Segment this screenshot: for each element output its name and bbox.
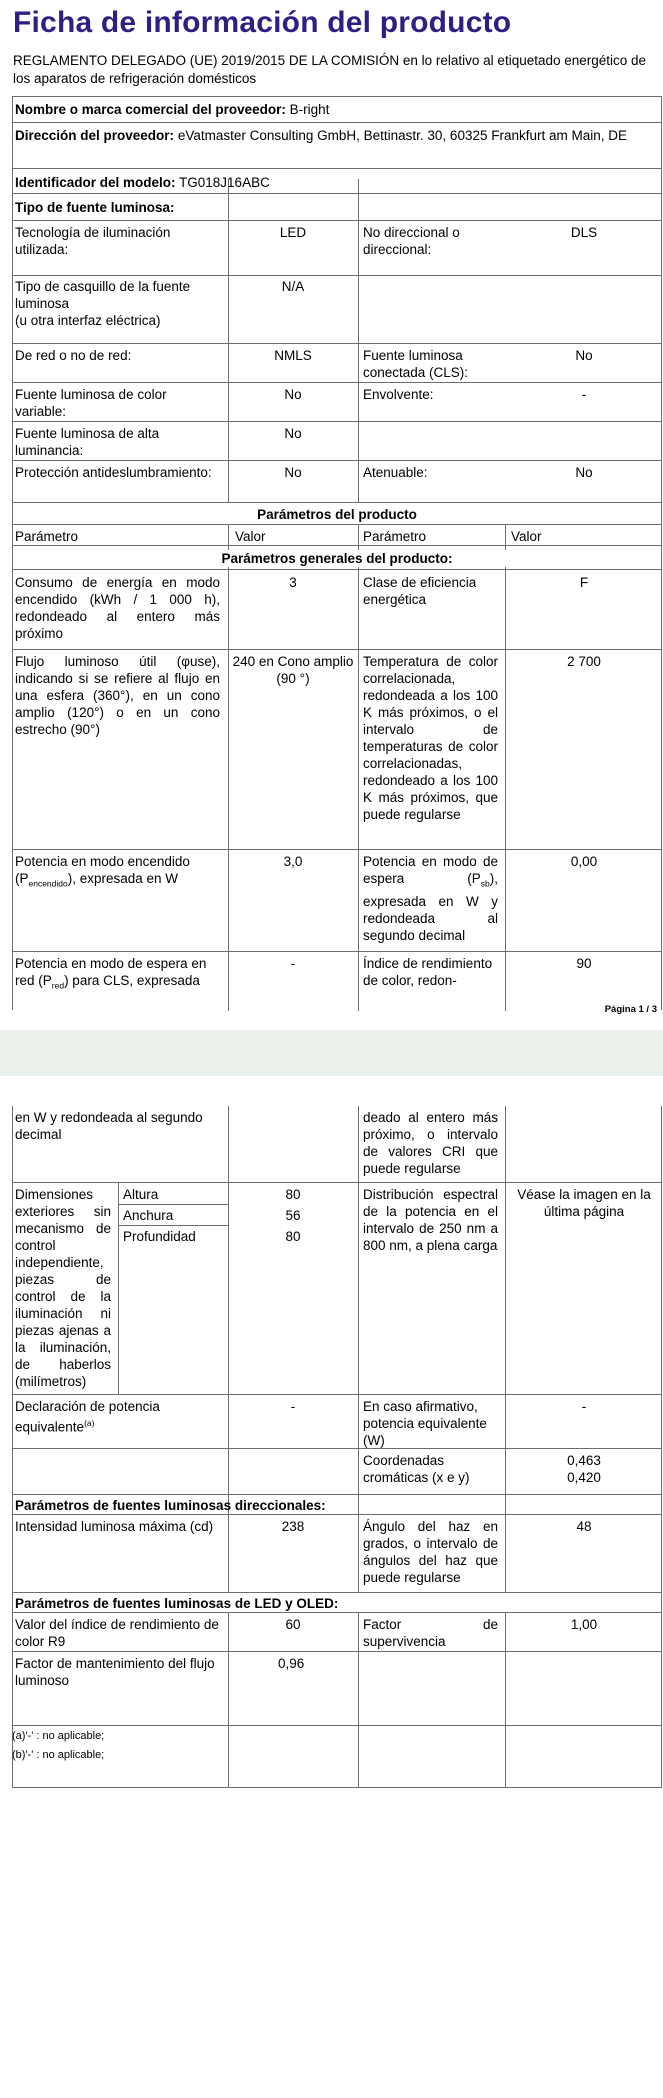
product-params-heading: Parámetros del producto	[257, 507, 417, 522]
nondir-value: DLS	[570, 225, 598, 240]
cri-label-cont: deado al entero más próximo, o intervalo de valores CRI que puede regularse	[363, 1110, 498, 1176]
network-standby-label-cont: en W y redondeada al segundo decimal	[15, 1110, 203, 1142]
energy-value: 3	[289, 575, 297, 590]
tech-value: LED	[279, 225, 307, 240]
page-separator	[0, 1030, 663, 1076]
spd-label: Distribución espectral de la potencia en el intervalo de 250 nm a 800 nm, a plena carga	[363, 1187, 498, 1253]
spd-value: Véase la imagen en la última página	[517, 1187, 651, 1219]
cls-label: Fuente luminosa conectada (CLS):	[363, 348, 469, 380]
cap-label-2: (u otra interfaz eléctrica)	[15, 313, 161, 328]
cap-value: N/A	[281, 279, 305, 294]
supplier-name-label: Nombre o marca comercial del proveedor:	[15, 102, 286, 117]
glare-label: Protección antideslumbramiento:	[15, 465, 212, 480]
cls-value: No	[575, 348, 593, 363]
footnote-b: (b)'-' : no aplicable;	[12, 1749, 105, 1761]
footnote-a: (a)'-' : no aplicable;	[12, 1730, 105, 1742]
mains-value: NMLS	[274, 348, 312, 363]
dimmable-value: No	[575, 465, 593, 480]
beam-angle-label: Ángulo del haz en grados, o intervalo de ángulos del haz que puede regularse	[363, 1519, 498, 1585]
product-info-table	[12, 96, 662, 1010]
width-label: Anchura	[123, 1208, 174, 1223]
general-params-heading: Parámetros generales del producto:	[13, 550, 661, 567]
flux-value: 240 en Cono amplio (90 °)	[232, 654, 354, 686]
chroma-y: 0,420	[567, 1470, 601, 1485]
depth-label: Profundidad	[123, 1229, 196, 1244]
width-value: 56	[285, 1208, 301, 1223]
cap-label: Tipo de casquillo de la fuente luminosa	[15, 279, 191, 311]
page-1	[0, 0, 663, 1015]
cct-value: 2 700	[567, 654, 601, 669]
equiv-power2-label: En caso afirmativo, potencia equivalente (W)	[363, 1399, 487, 1448]
peak-intensity-value: 238	[281, 1519, 305, 1534]
regulation-text: REGLAMENTO DELEGADO (UE) 2019/2015 DE LA COMISIÓN en lo relativo al etiquetado energético de los aparatos de refrigeración domésticos	[13, 53, 647, 86]
standby-value: 0,00	[570, 854, 598, 869]
class-label: Clase de eficiencia energética	[363, 575, 477, 607]
height-value: 80	[285, 1187, 301, 1202]
high-luminance-value: No	[284, 426, 302, 441]
dimmable-label: Atenuable:	[363, 465, 428, 480]
energy-label: Consumo de energía en modo encendido (kWh / 1 000 h), redondeado al entero más próximo	[15, 575, 220, 641]
depth-value: 80	[285, 1229, 301, 1244]
r9-value: 60	[285, 1617, 301, 1632]
page-2	[0, 1076, 663, 2098]
network-standby-value: -	[290, 956, 296, 971]
nondir-label: No direccional o direccional:	[363, 225, 460, 257]
high-luminance-label: Fuente luminosa de alta luminancia:	[15, 426, 160, 458]
led-heading: Parámetros de fuentes luminosas de LED y OLED:	[15, 1596, 339, 1611]
lumen-maint-value: 0,96	[278, 1656, 305, 1671]
chroma-x: 0,463	[567, 1453, 601, 1468]
peak-intensity-label: Intensidad luminosa máxima (cd)	[15, 1519, 214, 1534]
survival-label: Factor de supervivencia	[363, 1617, 498, 1649]
model-id-value: TG018J16ABC	[179, 175, 270, 190]
mains-label: De red o no de red:	[15, 348, 132, 363]
standby-label: Potencia en modo de espera $(P_{sb})$, expresada en W y redondeada al segundo decimal	[363, 854, 498, 943]
cct-label: Temperatura de color correlacionada, redondeada a los 100 K más próximos, o el intervalo de temperaturas de color correlacionadas, redondeado a los 100 K más próximos, que puede regularse	[363, 654, 498, 822]
glare-value: No	[284, 465, 302, 480]
col-value-2: Valor	[511, 529, 542, 544]
col-param-2: Parámetro	[363, 529, 427, 544]
height-label: Altura	[123, 1187, 159, 1202]
equiv-power-label: Declaración de potencia equivalente$^{(a)}$	[15, 1399, 160, 1435]
cri-label: Índice de rendimiento de color, redon-	[363, 956, 493, 988]
beam-angle-value: 48	[576, 1519, 592, 1534]
equiv-power2-value: -	[581, 1399, 587, 1414]
survival-value: 1,00	[570, 1617, 598, 1632]
power-on-value: 3,0	[283, 854, 303, 869]
flux-label: Flujo luminoso útil (φuse), indicando si se refiere al flujo en una esfera (360°), en un cono amplio (120°) o en un cono estrecho (90°)	[15, 654, 220, 737]
directional-heading: Parámetros de fuentes luminosas direccionales:	[15, 1498, 326, 1513]
lumen-maint-label: Factor de mantenimiento del flujo luminoso	[15, 1656, 215, 1688]
class-value: F	[579, 575, 589, 590]
r9-label: Valor del índice de rendimiento de color R9	[15, 1617, 219, 1649]
supplier-name-value: B-right	[289, 102, 330, 117]
chroma-label: Coordenadas cromáticas (x e y)	[363, 1453, 470, 1485]
colour-label: Fuente luminosa de color variable:	[15, 387, 167, 419]
envelope-value: -	[581, 387, 587, 402]
supplier-address-label: Dirección del proveedor:	[15, 128, 175, 143]
document-title: Ficha de información del producto	[13, 6, 512, 39]
model-id-label: Identificador del modelo:	[15, 175, 176, 190]
col-value: Valor	[235, 529, 266, 544]
col-param: Parámetro	[15, 529, 79, 544]
dimensions-label: Dimensiones exteriores sin mecanismo de control independiente, piezas de control de la iluminación ni piezas ajenas a la iluminación, de haberlos (milímetros)	[15, 1187, 111, 1389]
network-standby-label: Potencia en modo de espera en red $(P_{red})$ para CLS, expresada	[15, 956, 207, 991]
page-number: Página 1 / 3	[604, 1004, 657, 1015]
envelope-label: Envolvente:	[363, 387, 434, 402]
power-on-label: Potencia en modo encendido $(P_{encendido})$, expresada en W	[15, 854, 190, 889]
cri-value: 90	[576, 956, 592, 971]
tech-label: Tecnología de iluminación utilizada:	[15, 225, 171, 257]
equiv-power-value: -	[290, 1399, 296, 1414]
colour-value: No	[284, 387, 302, 402]
light-source-heading: Tipo de fuente luminosa:	[15, 200, 175, 215]
supplier-address-value: eVatmaster Consulting GmbH, Bettinastr. 30, 60325 Frankfurt am Main, DE	[177, 128, 628, 143]
